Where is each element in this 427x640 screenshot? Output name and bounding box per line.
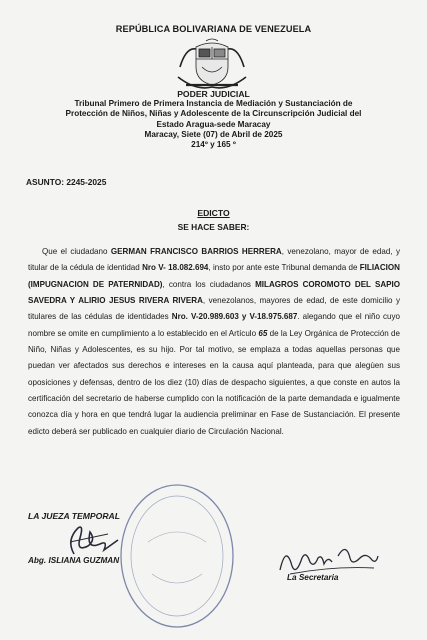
body-text-segment: , venezolanos, mayores de edad, de este domicilio y titulares de las cédulas de identidades — [28, 296, 400, 322]
judge-signature-icon — [60, 520, 130, 560]
body-text-segment: . alegando que el niño cuyo nombre se omite en cumplimiento a lo establecido en el Artículo — [28, 312, 401, 338]
judge-title: LA JUEZA TEMPORAL — [28, 511, 120, 521]
poder-judicial-heading: PODER JUDICIAL — [177, 89, 250, 99]
asunto-number: ASUNTO: 2245-2025 — [26, 177, 107, 187]
defendant-ids: Nro. V-20.989.603 y V-18.975.687 — [171, 312, 298, 322]
court-years: 214º y 165 º — [191, 140, 236, 150]
body-text-segment: , contra los ciudadanos — [162, 279, 256, 289]
court-header — [22, 99, 405, 150]
court-line-2: Protección de Niños, Niñas y Adolescente de la Circunscripción Judicial del — [65, 109, 362, 119]
se-hace-saber-heading: SE HACE SABER: — [177, 222, 250, 232]
body-text-segment: de la Ley Orgánica de Protección de Niño, Niñas y Adolescentes, es su hijo. Por tal motivo, se emplaza a todas aquellas personas que puedan ver afectados sus derechos e intereses en la causa aquí planteada, para que alegùen sus oposiciones y defensas, dentro de los diez (10) días de despacho siguientes, a que conste en autos la certificación del secretario de haberse cumplido con la notificación de la parte demandada e igualmente conozca día y hora en que tendrá lugar la audiencia preliminar en Fase de Sustanciación. El presente edicto deberá ser publicado en cualquier diario de Circulación Nacional. — [28, 328, 401, 436]
court-line-3: Estado Aragua-sede Maracay — [156, 119, 271, 129]
defendant-names: MILAGROS COROMOTO DEL SAPIO SAVEDRA Y ALIRIO JESUS RIVERA RIVERA — [28, 279, 401, 306]
lawsuit-type: FILIACION (IMPUGNACION DE PATERNIDAD) — [28, 263, 400, 289]
body-text-segment: , venezolano, mayor de edad, y titular de la cédula de identidad — [28, 247, 401, 273]
article-number: 65 — [258, 328, 268, 338]
body-text-segment: , insto por ante este Tribunal demanda de — [208, 263, 360, 273]
body-text-segment: Que el ciudadano — [42, 247, 111, 256]
court-date: Maracay, Siete (07) de Abril de 2025 — [144, 129, 283, 139]
court-line-1: Tribunal Primero de Primera Instancia de Mediación y Sustanciación de — [74, 99, 353, 108]
plaintiff-name: GERMAN FRANCISCO BARRIOS HERRERA — [110, 247, 282, 256]
plaintiff-id: Nro V- 18.082.694 — [142, 263, 209, 273]
judge-name: Abg. ISLIANA GUZMAN — [28, 556, 120, 565]
edicto-body — [28, 244, 400, 440]
edicto-title: EDICTO — [197, 208, 230, 218]
republic-heading: REPÚBLICA BOLIVARIANA DE VENEZUELA — [115, 24, 312, 34]
coat-of-arms-icon — [166, 37, 258, 93]
court-stamp-icon — [118, 482, 236, 630]
secretary-title: La Secretaria — [287, 573, 339, 582]
